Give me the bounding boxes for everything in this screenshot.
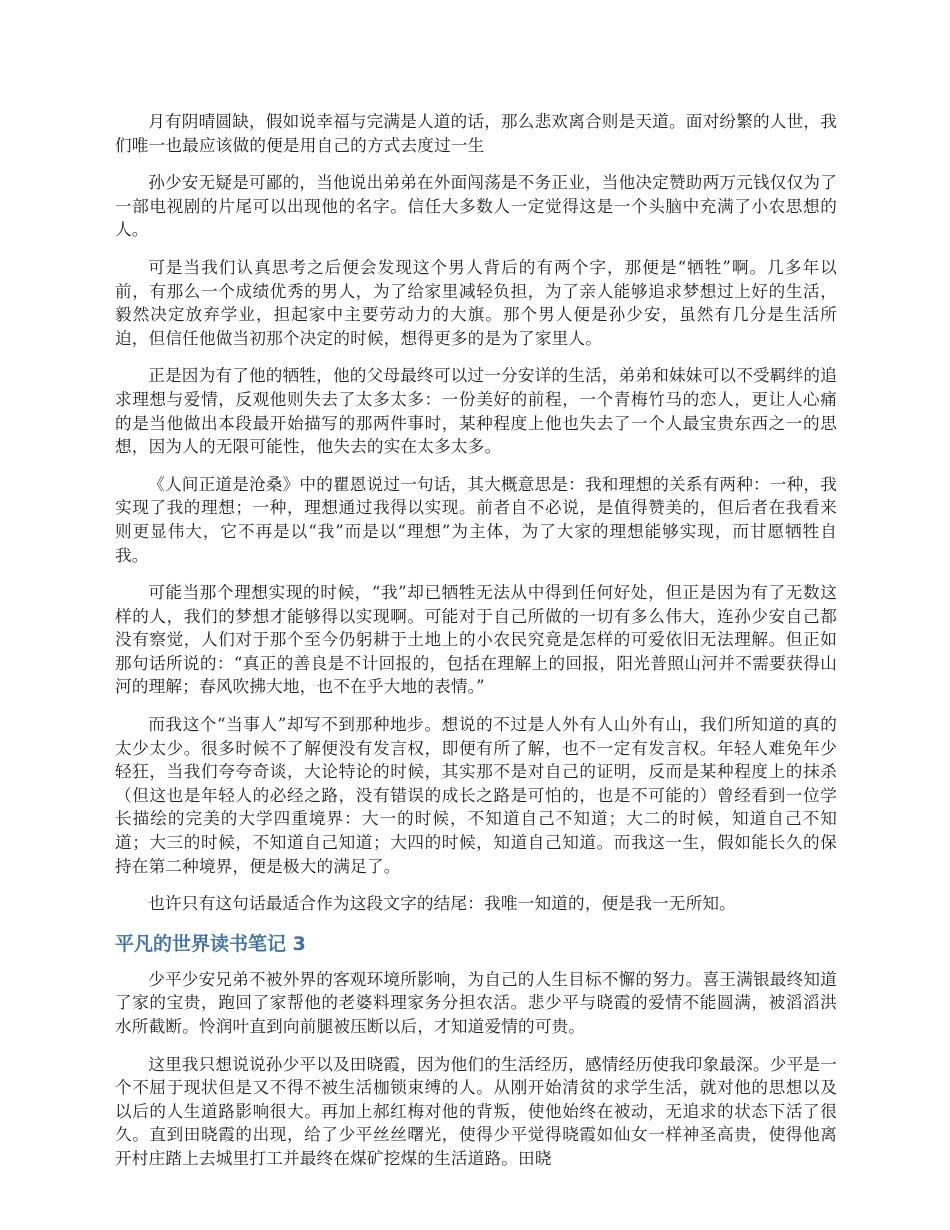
paragraph: 《人间正道是沧桑》中的瞿恩说过一句话，其大概意思是：我和理想的关系有两种：一种，我实现了我的理想；一种，理想通过我得以实现。前者自不必说，是值得赞美的，但后者在我看来则更显伟大，它不再是以“我”而是以“理想”为主体，为了大家的理想能够实现，而甘愿牺牲自我。 bbox=[115, 474, 837, 565]
paragraph: 少平少安兄弟不被外界的客观环境所影响，为自己的人生目标不懈的努力。喜王满银最终知道了家的宝贵，跑回了家帮他的老婆料理家务分担农活。悲少平与晓霞的爱情不能圆满，被滔滔洪水所截断。怜润叶直到向前腿被压断以后，才知道爱情的可贵。 bbox=[115, 969, 837, 1036]
section-heading: 平凡的世界读书笔记 3 bbox=[115, 932, 306, 955]
paragraph: 正是因为有了他的牺牲，他的父母最终可以过一分安详的生活，弟弟和妹妹可以不受羁绊的追求理想与爱情，反观他则失去了太多太多：一份美好的前程，一个青梅竹马的恋人，更让人心痛的是当他做出本段最开始描写的那两件事时，某种程度上他也失去了一个人最宝贵东西之一的思想，因为人的无限可能性，他失去的实在太多太多。 bbox=[115, 366, 837, 457]
paragraph: 可是当我们认真思考之后便会发现这个男人背后的有两个字，那便是“牺牲”啊。几多年以前，有那么一个成绩优秀的男人，为了给家里减轻负担，为了亲人能够追求梦想过上好的生活，毅然决定放弃学业，担起家中主要劳动力的大旗。那个男人便是孙少安，虽然有几分是生活所迫，但信任他做当初那个决定的时候，想得更多的是为了家里人。 bbox=[115, 257, 837, 348]
paragraph: 月有阴晴圆缺，假如说幸福与完满是人道的话，那么悲欢离合则是天道。面对纷繁的人世，我们唯一也最应该做的便是用自己的方式去度过一生 bbox=[115, 112, 837, 155]
paragraph: 这里我只想说说孙少平以及田晓霞，因为他们的生活经历，感情经历使我印象最深。少平是一个不屈于现状但是又不得不被生活枷锁束缚的人。从刚开始清贫的求学生活，就对他的思想以及以后的人生道路影响很大。再加上郝红梅对他的背叛，使他始终在被动，无追求的状态下活了很久。直到田晓霞的出现，给了少平丝丝曙光，使得少平觉得晓霞如仙女一样神圣高贵，使得他离开村庄踏上去城里打工并最终在煤矿挖煤的生活道路。田晓 bbox=[115, 1054, 837, 1168]
paragraph: 孙少安无疑是可鄙的，当他说出弟弟在外面闯荡是不务正业，当他决定赞助两万元钱仅仅为了一部电视剧的片尾可以出现他的名字。信任大多数人一定觉得这是一个头脑中充满了小农思想的人。 bbox=[115, 173, 837, 240]
paragraph: 可能当那个理想实现的时候，“我”却已牺牲无法从中得到任何好处，但正是因为有了无数这样的人，我们的梦想才能够得以实现啊。可能对于自己所做的一切有多么伟大，连孙少安自己都没有察觉，人们对于那个至今仍躬耕于土地上的小农民究竟是怎样的可爱依旧无法理解。但正如那句话所说的：“真正的善良是不计回报的，包括在理解上的回报，阳光普照山河并不需要获得山河的理解；春风吹拂大地，也不在乎大地的表情。” bbox=[115, 583, 837, 697]
paragraph: 而我这个“当事人”却写不到那种地步。想说的不过是人外有人山外有山，我们所知道的真的太少太少。很多时候不了解便没有发言权，即便有所了解，也不一定有发言权。年轻人难免年少轻狂，当我们夸夸奇谈，大论特论的时候，其实那不是对自己的证明，反而是某种程度上的抹杀（但这也是年轻人的必经之路，没有错误的成长之路是可怕的，也是不可能的）曾经看到一位学长描绘的完美的大学四重境界：大一的时候，不知道自己不知道；大二的时候，知道自己不知道；大三的时候，不知道自己知道；大四的时候，知道自己知道。而我这一生，假如能长久的保持在第二种境界，便是极大的满足了。 bbox=[115, 715, 837, 876]
document-page bbox=[115, 110, 837, 1185]
paragraph: 也许只有这句话最适合作为这段文字的结尾：我唯一知道的，便是我一无所知。 bbox=[148, 894, 736, 914]
